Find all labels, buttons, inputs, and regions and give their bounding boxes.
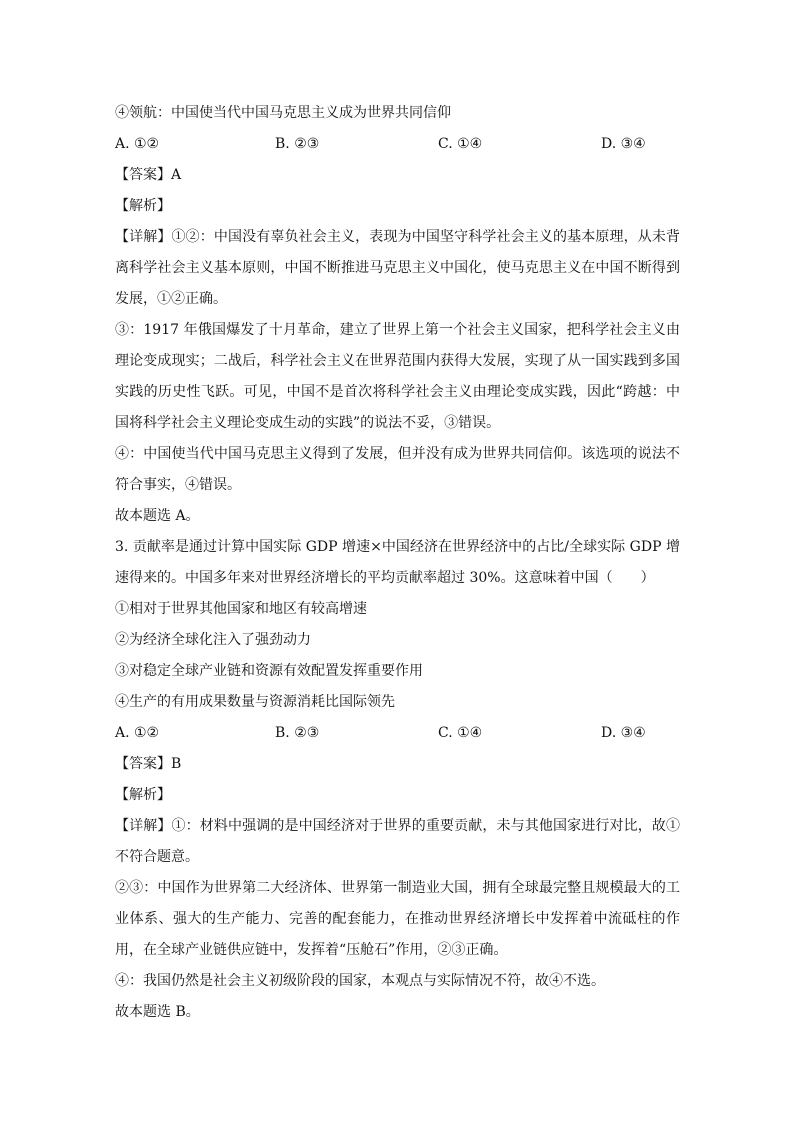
- q2-detail-1: 【详解】①②：中国没有辜负社会主义，表现为中国坚守科学社会主义的基本原理，从未背离科学社会主义基本原则，中国不断推进马克思主义中国化，使马克思主义在中国不断得到发展，①②正确。: [115, 229, 680, 307]
- q2-options: [115, 129, 680, 160]
- q3-analysis-heading: 【解析】: [115, 787, 171, 803]
- q3-answer: 【答案】B: [115, 756, 182, 772]
- q2-conclusion: 故本题选 A。: [115, 508, 200, 524]
- q3-statement-4: ④生产的有用成果数量与资源消耗比国际领先: [115, 694, 395, 710]
- document-page: [115, 98, 680, 1028]
- q2-answer: 【答案】A: [115, 167, 182, 183]
- q2-analysis-heading: 【解析】: [115, 198, 171, 214]
- q3-statement-3: ③对稳定全球产业链和资源有效配置发挥重要作用: [115, 663, 423, 679]
- q3-options: [115, 718, 680, 749]
- q3-option-a: A. ①②: [115, 725, 160, 741]
- q3-detail-1: 【详解】①：材料中强调的是中国经济对于世界的重要贡献，未与其他国家进行对比，故①不符合题意。: [115, 818, 680, 865]
- q3-statement-2: ②为经济全球化注入了强劲动力: [115, 632, 311, 648]
- q2-option-c: C. ①④: [438, 136, 483, 152]
- q3-statement-1: ①相对于世界其他国家和地区有较高增速: [115, 601, 367, 617]
- q3-stem: 3. 贡献率是通过计算中国实际 GDP 增速×中国经济在世界经济中的占比/全球实际 GDP 增速得来的。中国多年来对世界经济增长的平均贡献率超过 30%。这意味着中国（ ）: [115, 539, 680, 586]
- q2-option-b: B. ②③: [275, 136, 320, 152]
- q3-option-c: C. ①④: [438, 725, 483, 741]
- q2-detail-2: ③：1917 年俄国爆发了十月革命，建立了世界上第一个社会主义国家，把科学社会主义由理论变成现实；二战后，科学社会主义在世界范围内获得大发展，实现了从一国实践到多国实践的历史性飞跃。可见，中国不是首次将科学社会主义由理论变成实践，因此“跨越：中国将科学社会主义理论变成生动的实践”的说法不妥，③错误。: [115, 322, 680, 431]
- q2-option-d: D. ③④: [601, 136, 646, 152]
- q3-conclusion: 故本题选 B。: [115, 1004, 200, 1020]
- q2-statement-4: ④领航：中国使当代中国马克思主义成为世界共同信仰: [115, 105, 451, 121]
- q2-option-a: A. ①②: [115, 136, 160, 152]
- q3-detail-2: ②③：中国作为世界第二大经济体、世界第一制造业大国，拥有全球最完整且规模最大的工业体系、强大的生产能力、完善的配套能力，在推动世界经济增长中发挥着中流砥柱的作用，在全球产业链供应链中，发挥着“压舱石”作用，②③正确。: [115, 880, 680, 958]
- q3-detail-3: ④：我国仍然是社会主义初级阶段的国家，本观点与实际情况不符，故④不选。: [115, 973, 605, 989]
- q3-option-d: D. ③④: [601, 725, 646, 741]
- q3-option-b: B. ②③: [275, 725, 320, 741]
- q2-detail-3: ④：中国使当代中国马克思主义得到了发展，但并没有成为世界共同信仰。该选项的说法不符合事实，④错误。: [115, 446, 680, 493]
